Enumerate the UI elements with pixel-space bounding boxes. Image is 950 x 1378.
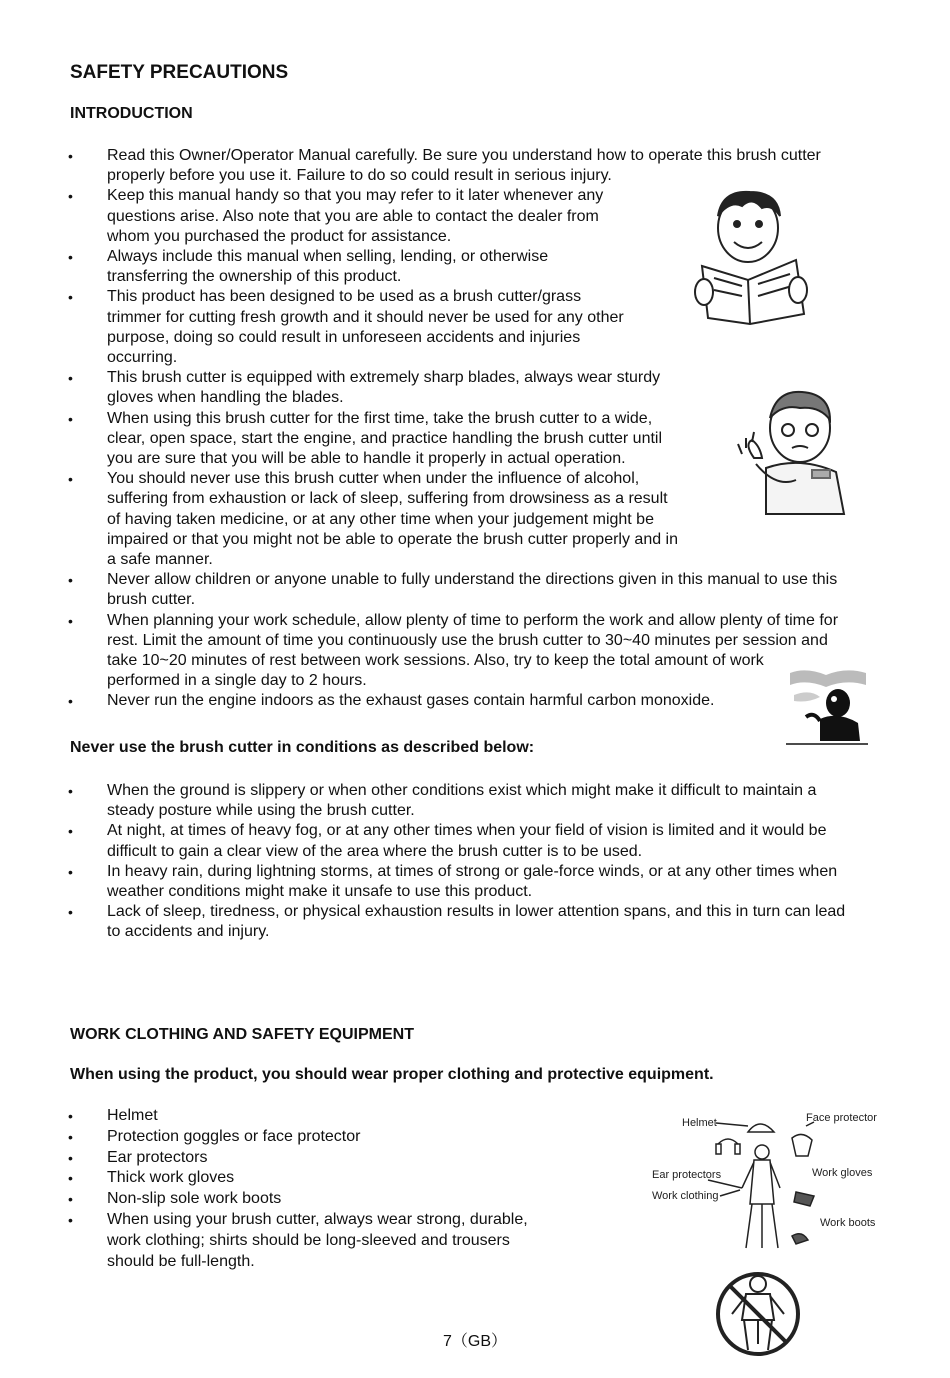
list-item: • Never run the engine indoors as the exhaust gases contain harmful carbon monoxide. xyxy=(0,691,890,711)
list-item: • Ear protectors xyxy=(0,1148,620,1169)
list-item: • Never allow children or anyone unable to fully understand the directions given in this manual to use this brush cutter. xyxy=(0,570,890,610)
list-item: • Helmet xyxy=(0,1106,620,1127)
list-item: • In heavy rain, during lightning storms, at times of strong or gale-force winds, or at any other times when weather conditions might make it unsafe to use this product. xyxy=(0,862,890,902)
helmet-label: Helmet xyxy=(682,1117,717,1129)
list-item: • This product has been designed to be used as a brush cutter/grass trimmer for cutting fresh growth and it should never be used for any other purpose, doing so could result in unforeseen accidents and injuries occurring. xyxy=(0,287,890,368)
work-gloves-label: Work gloves xyxy=(812,1167,873,1179)
clothing-heading: WORK CLOTHING AND SAFETY EQUIPMENT xyxy=(70,1026,414,1043)
list-item: • This brush cutter is equipped with extremely sharp blades, always wear sturdy gloves when handling the blades. xyxy=(0,368,890,408)
ear-protectors-label: Ear protectors xyxy=(652,1169,722,1181)
protective-equipment-illustration xyxy=(646,1108,886,1258)
page-title: SAFETY PRECAUTIONS xyxy=(70,62,289,83)
list-item: • When the ground is slippery or when other conditions exist which might make it difficult to maintain a steady posture while using the brush cutter. xyxy=(0,781,890,821)
list-item: • Thick work gloves xyxy=(0,1168,620,1189)
clothing-subheading: When using the product, you should wear proper clothing and protective equipment. xyxy=(70,1066,714,1083)
exhaust-gas-illustration xyxy=(786,667,868,747)
list-item: • Protection goggles or face protector xyxy=(0,1127,620,1148)
clothing-list xyxy=(0,1106,620,1272)
list-item: • Non-slip sole work boots xyxy=(0,1189,620,1210)
list-item: • When using your brush cutter, always wear strong, durable, work clothing; shirts should be long-sleeved and trousers should be full-length. xyxy=(0,1210,620,1272)
face-protector-label: Face protector xyxy=(806,1112,877,1124)
reading-manual-illustration xyxy=(692,186,817,328)
conditions-list xyxy=(0,781,890,943)
list-item: • At night, at times of heavy fog, or at any other times when your field of vision is limited and it would be difficult to gain a clear view of the area where the brush cutter is to be used. xyxy=(0,821,890,861)
list-item: • Read this Owner/Operator Manual carefully. Be sure you understand how to operate this brush cutter properly before you use it. Failure to do so could result in serious injury. xyxy=(0,146,890,186)
conditions-heading: Never use the brush cutter in conditions as described below: xyxy=(70,739,535,756)
work-boots-label: Work boots xyxy=(820,1217,876,1229)
list-item: • You should never use this brush cutter when under the influence of alcohol, suffering from exhaustion or lack of sleep, suffering from drowsiness as a result of having taken medicine, or at any other time when your judgement might be impaired or that you might not be able to operate the brush cutter properly and in a safe manner. xyxy=(0,469,890,570)
page-number: 7（GB） xyxy=(442,1333,508,1350)
injured-hand-illustration xyxy=(736,388,848,518)
list-item: • Always include this manual when selling, lending, or otherwise transferring the ownership of this product. xyxy=(0,247,890,287)
work-clothing-label: Work clothing xyxy=(652,1190,719,1202)
list-item: • When planning your work schedule, allow plenty of time to perform the work and allow plenty of time for rest. Limit the amount of time you continuously use the brush cutter to 30~40 minutes per session and take 10~20 minutes of rest between work sessions. Also, try to keep the total amount of work performed in a single day to 2 hours. xyxy=(0,611,890,692)
list-item: • Lack of sleep, tiredness, or physical exhaustion results in lower attention spans, and this in turn can lead to accidents and injury. xyxy=(0,902,890,942)
introduction-heading: INTRODUCTION xyxy=(70,105,193,122)
list-item: • When using this brush cutter for the first time, take the brush cutter to a wide, clear, open space, start the engine, and practice handling the brush cutter until you are sure that you will be able to handle it properly in actual operation. xyxy=(0,409,890,470)
list-item: • Keep this manual handy so that you may refer to it later whenever any questions arise. Also note that you are able to contact the dealer from whom you purchased the product for assistance. xyxy=(0,186,890,247)
